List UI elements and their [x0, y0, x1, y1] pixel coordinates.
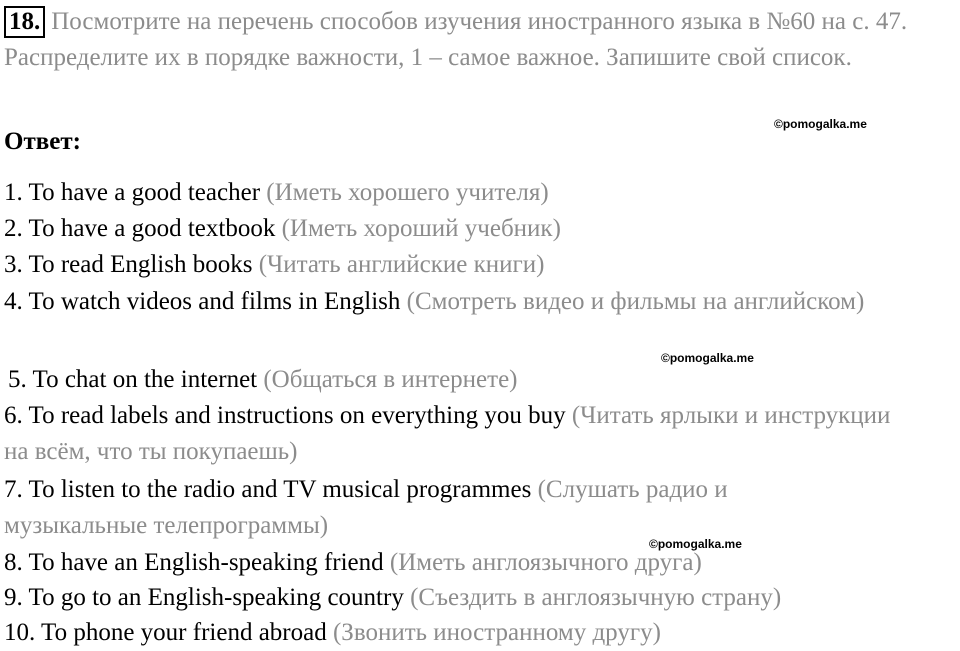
item-translation: (Читать английские книги) [258, 251, 545, 278]
list-item [4, 472, 874, 544]
watermark: ©pomogalka.me [774, 117, 867, 131]
watermark: ©pomogalka.me [661, 351, 754, 365]
list-item [4, 247, 944, 283]
list-item [4, 580, 944, 616]
item-english: 7. To listen to the radio and TV musical programmes [4, 476, 532, 503]
item-translation: (Иметь хорошего учителя) [266, 179, 549, 206]
list-item [4, 398, 904, 470]
list-item [4, 545, 944, 581]
item-translation: (Иметь англоязычного друга) [389, 549, 702, 576]
list-item [4, 211, 944, 247]
item-english: 2. To have a good textbook [4, 215, 276, 242]
item-translation: (Иметь хороший учебник) [281, 215, 561, 242]
item-english: 10. To phone your friend abroad [4, 619, 327, 646]
item-translation: (Слушать радио и музыкальные телепрограммы) [4, 476, 728, 539]
answer-label: Ответ: [4, 128, 81, 155]
task-text: Посмотрите на перечень способов изучения иностранного языка в №60 на с. 47. Распределите их в порядке важности, 1 – самое важное. Запишите свой список. [4, 8, 908, 71]
list-item [8, 362, 948, 398]
item-translation: (Смотреть видео и фильмы на английском) [406, 288, 865, 315]
list-item [4, 175, 944, 211]
item-english: 4. To watch videos and films in English [4, 288, 401, 315]
list-item [4, 615, 944, 651]
item-english: 6. To read labels and instructions on everything you buy [4, 402, 566, 429]
item-english: 1. To have a good teacher [4, 179, 261, 206]
item-english: 8. To have an English-speaking friend [4, 549, 384, 576]
task-number: 18. [4, 6, 45, 38]
item-translation: (Читать ярлыки и инструкции на всём, что ты покупаешь) [4, 402, 891, 465]
watermark: ©pomogalka.me [649, 537, 742, 551]
item-translation: (Общаться в интернете) [263, 366, 518, 393]
item-english: 9. To go to an English-speaking country [4, 584, 404, 611]
item-translation: (Съездить в англоязычную страну) [410, 584, 782, 611]
item-english: 5. To chat on the internet [8, 366, 258, 393]
item-translation: (Звонить иностранному другу) [332, 619, 661, 646]
list-item [4, 284, 874, 320]
task-statement [4, 4, 956, 76]
item-english: 3. To read English books [4, 251, 253, 278]
